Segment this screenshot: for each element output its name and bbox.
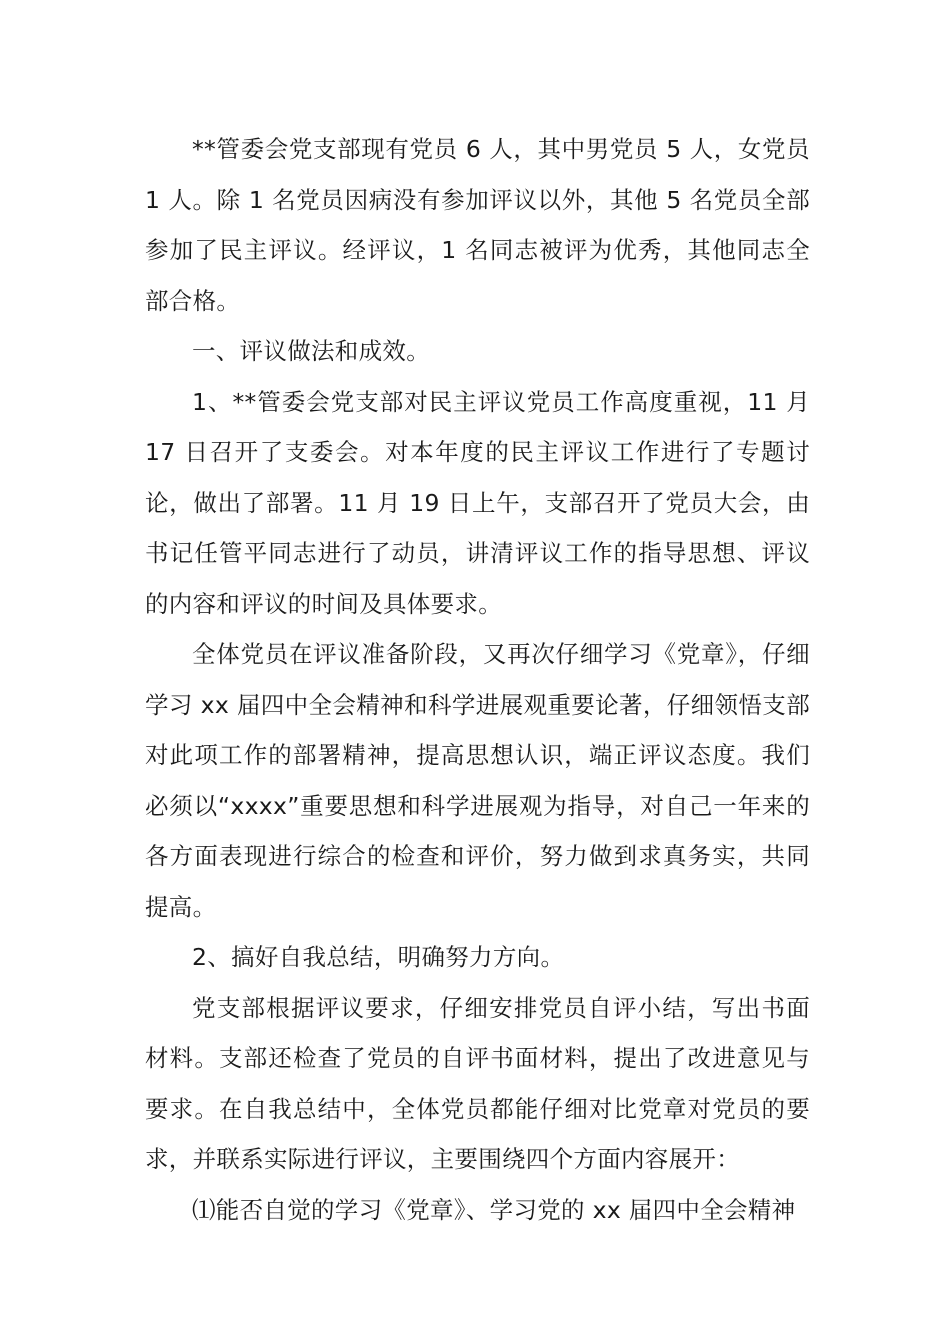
heading-item-2: 2、搞好自我总结，明确努力方向。 bbox=[192, 943, 565, 971]
paragraph-item-1: 1、**管委会党支部对民主评议党员工作高度重视，11 月 17 日召开了支委会。对本年度的民主评议工作进行了专题讨论，做出了部署。11 月 19 日上午，支部召开了党员大会，由书记任管平同志进行了动员，讲清评议工作的指导思想、评议的内容和评议的时间及具体要求。 bbox=[145, 387, 810, 618]
document-body bbox=[145, 124, 810, 1235]
paragraph-self-summary: 党支部根据评议要求，仔细安排党员自评小结，写出书面材料。支部还检查了党员的自评书面材料，提出了改进意见与要求。在自我总结中，全体党员都能仔细对比党章对党员的要求，并联系实际进行评议，主要围绕四个方面内容展开： bbox=[145, 993, 810, 1173]
heading-evaluation-methods: 一、评议做法和成效。 bbox=[192, 337, 430, 365]
paragraph-member-summary: **管委会党支部现有党员 6 人，其中男党员 5 人，女党员 1 人。除 1 名党员因病没有参加评议以外，其他 5 名党员全部参加了民主评议。经评议，1 名同志被评为优秀，其他同志全部合格。 bbox=[145, 135, 810, 315]
paragraph-study-preparation: 全体党员在评议准备阶段，又再次仔细学习《党章》，仔细学习 xx 届四中全会精神和科学进展观重要论著，仔细领悟支部对此项工作的部署精神，提高思想认识，端正评议态度。我们必须以“xxxx”重要思想和科学进展观为指导，对自己一年来的各方面表现进行综合的检查和评价，努力做到求真务实，共同提高。 bbox=[145, 640, 810, 921]
paragraph-point-1: ⑴能否自觉的学习《党章》、学习党的 xx 届四中全会精神 bbox=[192, 1195, 796, 1224]
